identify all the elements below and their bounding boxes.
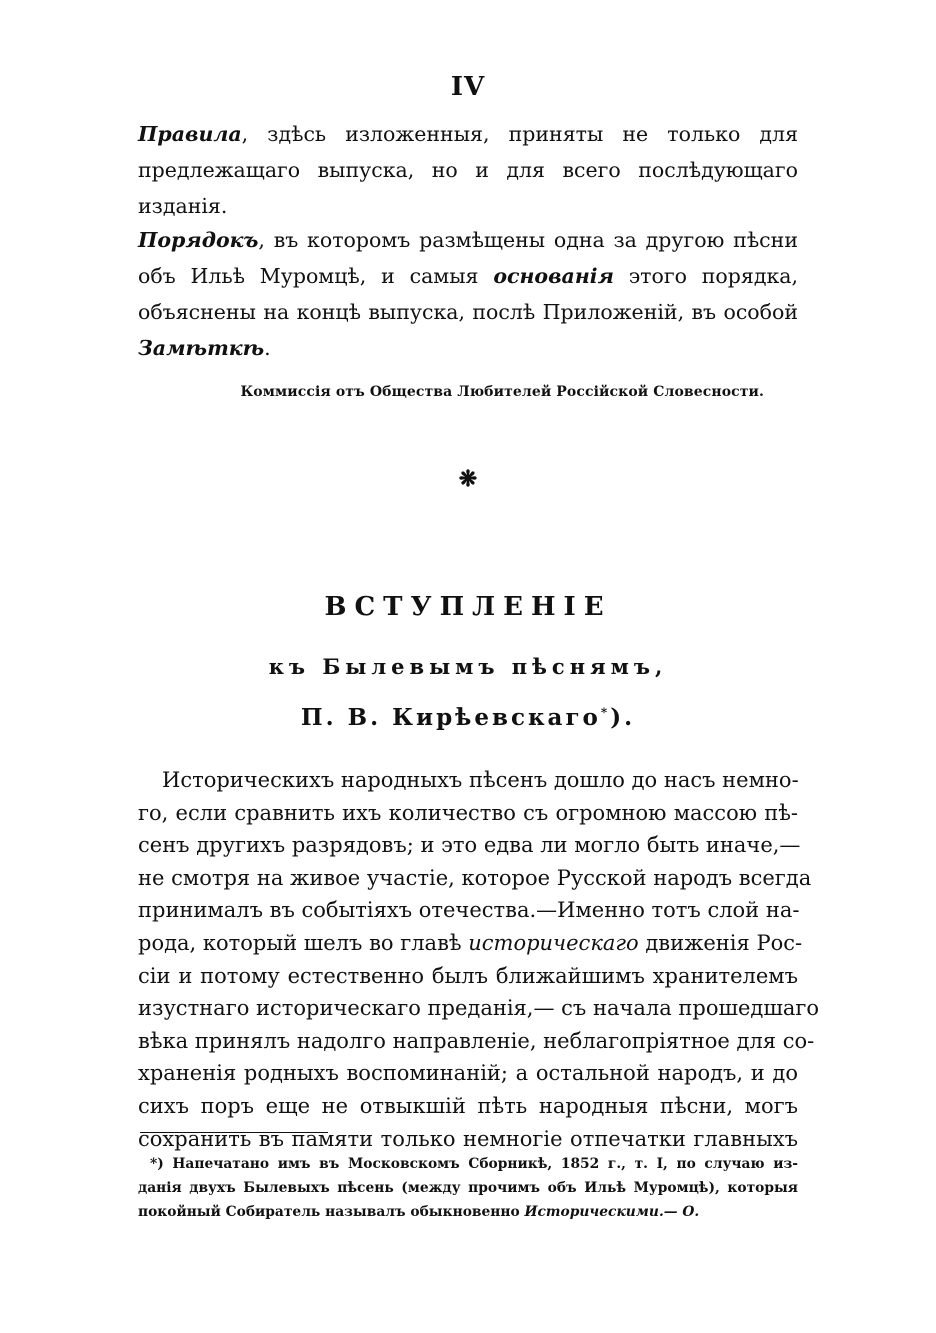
asterism-separator: ❋	[458, 466, 478, 492]
body-line: не смотря на живое участіе, которое Русской народъ всегда	[138, 865, 812, 890]
body-line: го, если сравнить ихъ количество съ огромною массою пѣ-	[138, 800, 798, 825]
body-line: сенъ другихъ разрядовъ; и это едва ли могло быть иначе,—	[138, 833, 801, 858]
section-title: ВСТУПЛЕНІЕ	[324, 592, 612, 622]
order-term: Порядокъ	[138, 228, 259, 252]
body-line: изустнаго историческаго преданія,— съ начала прошедшаго	[138, 996, 820, 1021]
order-closing-punct: .	[264, 336, 271, 360]
author-suffix: ).	[610, 704, 636, 731]
footnote	[138, 1152, 798, 1224]
order-text-1: , въ которомъ размѣщены одна за другою пѣсни объ Ильѣ Муромцѣ, и самыя	[138, 228, 798, 288]
footnote-emphasis: Историческими.— О.	[524, 1204, 700, 1220]
author-name: П. В. Кирѣевскаго	[300, 704, 601, 731]
body-line-pre: рода, который шелъ во главѣ	[138, 930, 469, 955]
body-line: храненія родныхъ воспоминаній; а остальной народъ, и до	[138, 1061, 798, 1086]
footnote-divider	[140, 1132, 328, 1133]
body-line-post: движенія Рос-	[638, 930, 803, 955]
footnote-mark: *	[600, 705, 611, 720]
section-author	[0, 704, 936, 731]
rules-paragraph	[138, 116, 798, 224]
body-line: сихъ поръ еще не отвыкшій пѣть народныя пѣсни, могъ	[138, 1093, 798, 1118]
footnote-line-pre: покойный Собиратель называлъ обыкновенно	[138, 1204, 525, 1220]
rules-text: , здѣсь изложенныя, приняты не только для предлежащаго выпуска, но и для всего послѣдующаго изданія.	[138, 122, 798, 218]
body-line: принималъ въ событіяхъ отечества.—Именно тотъ слой на-	[138, 898, 800, 923]
footnote-line: *) Напечатано имъ въ Московскомъ Сборникѣ, 1852 г., т. I, по случаю из-	[150, 1156, 798, 1172]
order-closing-term: Замѣткѣ	[138, 336, 265, 360]
order-paragraph	[138, 222, 798, 366]
body-text	[138, 764, 820, 1155]
footnote-line	[138, 1200, 798, 1224]
body-line: вѣка принялъ надолго направленіе, неблагопріятное для со-	[138, 1028, 815, 1053]
order-emphasis: основанія	[493, 264, 614, 288]
commission-signature: Коммиссія отъ Общества Любителей Россійской Словесности.	[240, 384, 764, 400]
section-subtitle: къ Былевымъ пѣснямъ,	[268, 654, 668, 679]
footnote-line: данія двухъ Былевыхъ пѣсень (между прочимъ объ Ильѣ Муромцѣ), которыя	[138, 1180, 798, 1196]
page-number: IV	[450, 72, 486, 102]
body-line-emphasis: историческаго	[468, 930, 639, 955]
order-text-2: этого порядка, объяснены на концѣ выпуска, послѣ Приложеній, въ особой	[138, 264, 798, 324]
body-line: Историческихъ народныхъ пѣсенъ дошло до насъ немно-	[162, 768, 799, 792]
body-line: сохранить въ памяти только немногіе отпечатки главныхъ	[138, 1126, 798, 1151]
body-line: сіи и потому естественно былъ ближайшимъ хранителемъ	[138, 963, 798, 988]
body-line	[138, 927, 803, 960]
rules-term: Правила	[138, 122, 242, 146]
